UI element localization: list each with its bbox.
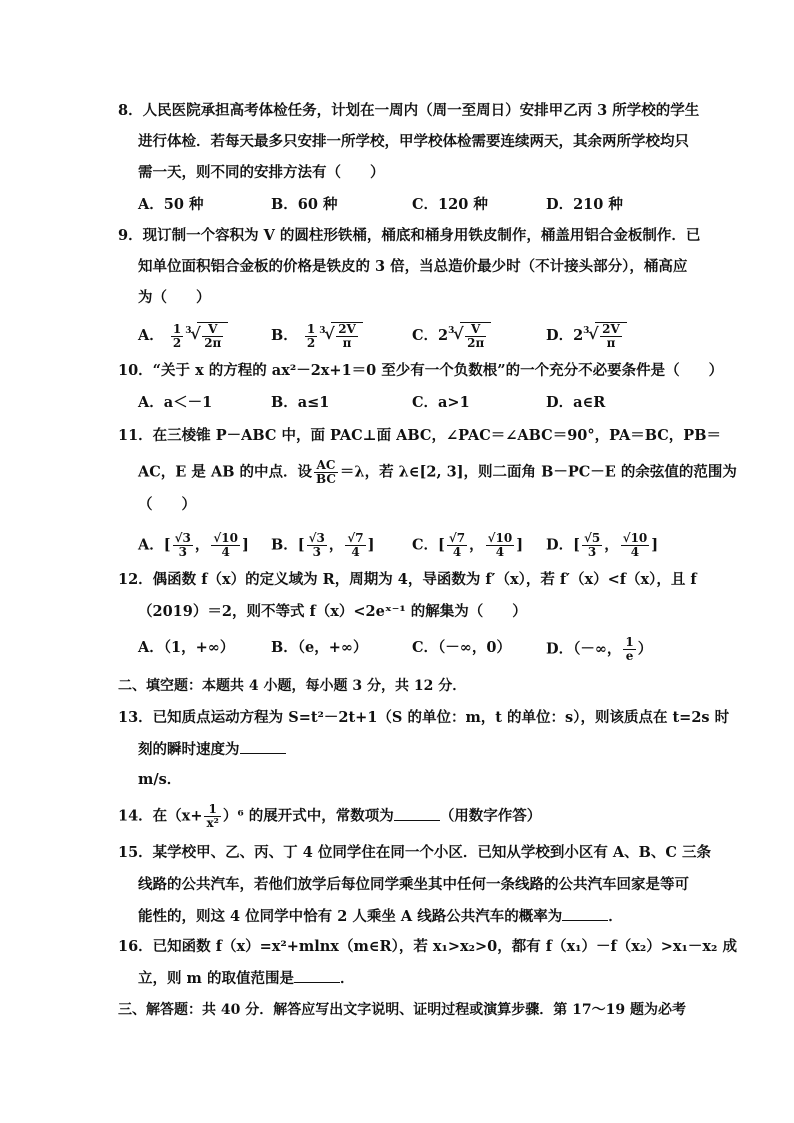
q14-line1 [118,803,541,830]
q9-option-d [546,322,627,350]
q12-option-d-label: D．（－∞， [546,640,622,658]
q11-option-d-label: D．[ [546,536,580,554]
q11-option-a-label: A．[ [138,536,171,554]
q12-option-d: D．（－∞， $\frac{1}{e}$ ） [546,635,653,663]
q8-option-d: D．210 种 [546,196,623,213]
q16-line2-text: 立，则 m 的取值范围是 [138,970,294,987]
q9-option-c-label: C．2 [412,327,449,344]
q16-line2: 立，则 m 的取值范围是 ． [138,970,355,987]
q16-line1: 16．已知函数 f（x）=x²+mlnx（m∈R），若 x₁>x₂>0，都有 f（x₁）－f（x₂）>x₁－x₂ 成 [118,938,737,955]
q8-line2: 进行体检．若每天最多只安排一所学校，甲学校体检需要连续两天，其余两所学校均只 [138,133,689,150]
section-2-heading: 二、填空题：本题共 4 小题，每小题 3 分，共 12 分． [118,678,467,694]
q11-line2-part2: ＝λ，若 λ∈[2, 3]，则二面角 B－PC－E 的余弦值的范围为 [339,463,737,481]
q9-line1: 9．现订制一个容积为 V 的圆柱形铁桶，桶底和桶身用铁皮制作，桶盖用铝合金板制作．已 [118,227,701,244]
q10-option-d: D．a∈R [546,394,606,411]
q9-option-a-label: A． [138,327,164,344]
cube-root: 3 √ $\frac{2V}{\pi}$ [583,322,627,350]
q12-option-b: B．（e，+∞） [271,639,368,656]
q11-option-a: A．[ $\frac{√3}{3}$ ， $\frac{√10}{4}$ ] [138,531,249,559]
q11-line2 [138,459,737,486]
q9-line3: 为（ ） [138,289,211,306]
q8-option-a: A．50 种 [138,196,204,213]
q13-line1: 13．已知质点运动方程为 S=t²－2t+1（S 的单位：m，t 的单位：s），则该质点在 t=2s 时 [118,709,730,726]
q13-line2-text: 刻的瞬时速度为 [138,741,240,758]
q15-line2: 线路的公共汽车，若他们放学后每位同学乘坐其中任何一条线路的公共汽车回家是等可 [138,876,689,893]
q11-option-c: C．[ $\frac{√7}{4}$ ， $\frac{√10}{4}$ ] [412,531,524,559]
cube-root: 3 √ $\frac{V}{2\pi}$ [185,322,228,350]
q8-line1: 8．人民医院承担高考体检任务，计划在一周内（周一至周日）安排甲乙丙 3 所学校的学生 [118,102,700,119]
one-half-fraction: $\frac{1}{2}$ [306,321,316,350]
q14-part3: （用数字作答） [439,807,542,825]
q15-line3-text: 能性的，则这 4 位同学中恰有 2 人乘坐 A 线路公共汽车的概率为 [138,908,563,925]
cube-root: 3 √ $\frac{V}{2\pi}$ [448,322,491,350]
q14-part2: ）⁶ 的展开式中，常数项为 [222,807,394,825]
q10-option-b: B．a≤1 [271,394,330,411]
q9-option-a [138,322,228,350]
q12-option-c: C．（－∞，0） [412,639,511,656]
answer-blank[interactable] [294,968,340,983]
one-over-x-squared: $\frac{1}{\text{x²}}$ [206,802,219,830]
q15-line1: 15．某学校甲、乙、丙、丁 4 位同学住在同一个小区．已知从学校到小区有 A、B、C 三条 [118,844,712,861]
q13-line3: m/s． [138,771,182,788]
q15-line3: 能性的，则这 4 位同学中恰有 2 人乘坐 A 线路公共汽车的概率为 ． [138,908,623,925]
q11-line2-part1: AC，E 是 AB 的中点．设 [138,463,312,481]
q11-option-d: D．[ $\frac{√5}{3}$ ， $\frac{√10}{4}$ ] [546,531,659,559]
q10-option-c: C．a>1 [412,394,470,411]
q8-option-b: B．60 种 [271,196,338,213]
q10-line1: 10．“关于 x 的方程的 ax²－2x+1＝0 至少有一个负数根”的一个充分不必要条件是（ ） [118,362,724,379]
q10-option-a: A．a＜－1 [138,394,213,411]
q8-option-c: C．120 种 [412,196,488,213]
cube-root: 3 √ $\frac{2V}{\pi}$ [319,322,363,350]
q9-option-c [412,322,491,350]
answer-blank[interactable] [394,806,440,821]
one-half-fraction: $\frac{1}{2}$ [172,321,182,350]
q14-part1: 14．在（x+ [118,807,203,825]
q12-line1: 12．偶函数 f（x）的定义域为 R，周期为 4，导函数为 f′（x），若 f′（x）<f（x），且 f [118,571,697,588]
q13-line2 [138,739,286,760]
q12-option-a: A．（1，+∞） [138,639,235,656]
q9-option-d-label: D．2 [546,327,584,344]
q11-option-c-label: C．[ [412,536,445,554]
q12-line2: （2019）＝2，则不等式 f（x）<2eˣ⁻¹ 的解集为（ ） [138,603,527,620]
q11-option-b: B．[ $\frac{√3}{3}$ ， $\frac{√7}{4}$ ] [271,531,375,559]
answer-blank[interactable] [240,739,286,754]
q9-option-b [271,322,363,350]
ac-over-bc-fraction: $\frac{AC}{BC}$ [316,458,336,486]
q8-line3: 需一天，则不同的安排方法有（ ） [138,164,385,181]
q11-option-b-label: B．[ [271,536,305,554]
answer-blank[interactable] [562,906,608,921]
q11-line3: （ ） [138,496,196,513]
q9-option-b-label: B． [271,327,298,344]
q11-line1: 11．在三棱锥 P－ABC 中，面 PAC⊥面 ABC，∠PAC＝∠ABC＝90°，PA＝BC，PB＝ [118,427,721,444]
q9-line2: 知单位面积铝合金板的价格是铁皮的 3 倍，当总造价最少时（不计接头部分），桶高应 [138,258,688,275]
section-3-heading: 三、解答题：共 40 分．解答应写出文字说明、证明过程或演算步骤．第 17～19 题为必考 [118,1002,686,1018]
